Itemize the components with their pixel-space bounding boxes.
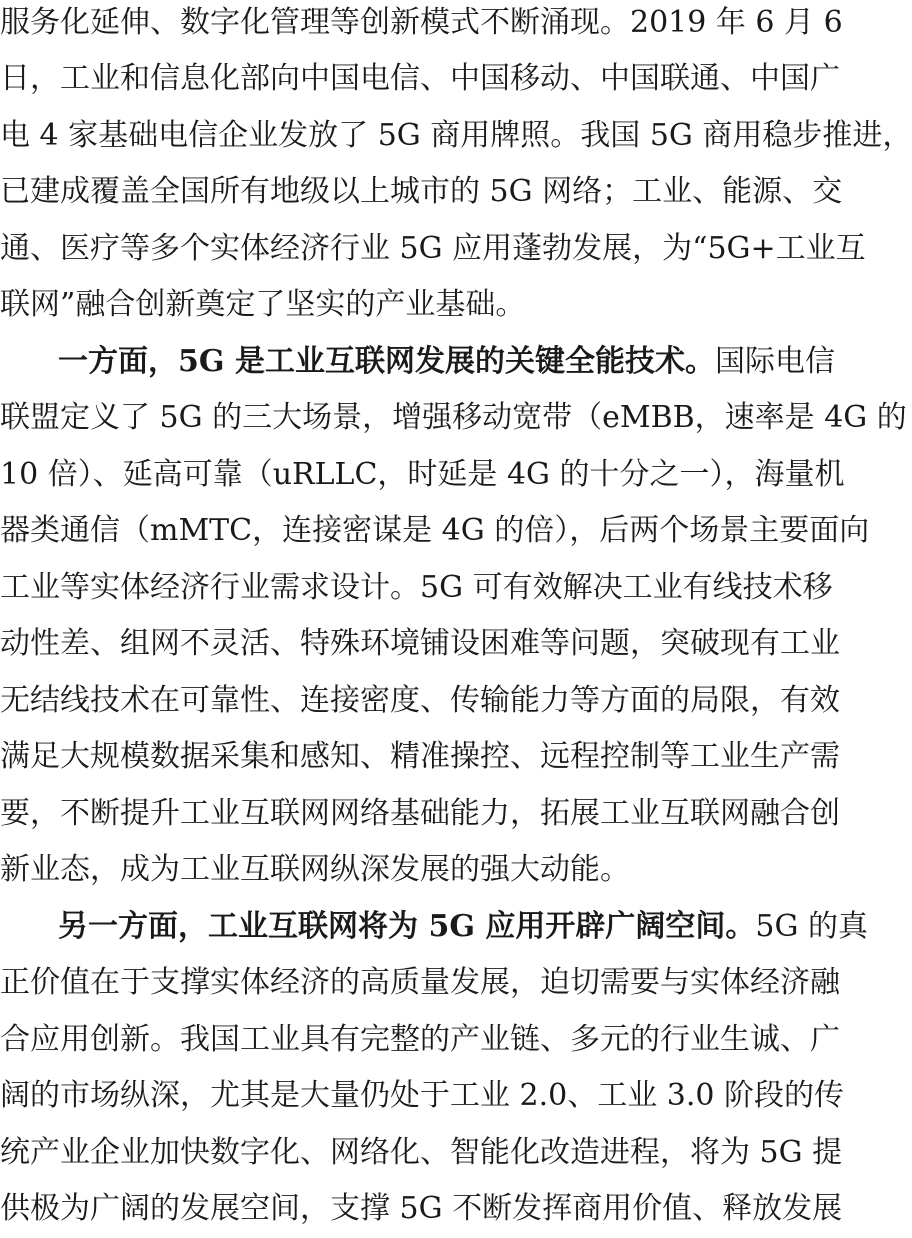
text-line: 合应用创新。我国工业具有完整的产业链、多元的行业生诚、广 [0,1022,840,1057]
text-run: 5G 的真 [755,909,868,944]
text-line: 已建成覆盖全国所有地级以上城市的 5G 网络；工业、能源、交 [0,174,843,209]
text-line: 工业等实体经济行业需求设计。5G 可有效解决工业有线技术移 [0,570,833,605]
text-line: 联盟定义了 5G 的三大场景，增强移动宽带（eMBB，速率是 4G 的 [0,400,907,435]
text-line: 服务化延伸、数字化管理等创新模式不断涌现。2019 年 6 月 6 [0,5,843,40]
text-line: 阔的市场纵深，尤其是大量仍处于工业 2.0、工业 3.0 阶段的传 [0,1078,845,1113]
text-line: 电 4 家基础电信企业发放了 5G 商用牌照。我国 5G 商用稳步推进， [0,118,912,153]
text-line: 统产业企业加快数字化、网络化、智能化改造进程，将为 5G 提 [0,1135,843,1170]
bold-heading-text: 一方面，5G 是工业互联网发展的关键全能技术。 [58,344,715,379]
text-line: 动性差、组网不灵活、特殊环境铺设困难等问题，突破现有工业 [0,626,840,661]
text-line: 联网”融合创新奠定了坚实的产业基础。 [0,287,526,322]
paragraph-lead-line [58,339,835,385]
text-line: 供极为广阔的发展空间，支撑 5G 不断发挥商用价值、释放发展 [0,1191,843,1226]
text-line: 器类通信（mMTC，连接密谋是 4G 的倍），后两个场景主要面向 [0,513,870,548]
text-line: 日，工业和信息化部向中国电信、中国移动、中国联通、中国广 [0,61,840,96]
text-line: 正价值在于支撑实体经济的高质量发展，迫切需要与实体经济融 [0,965,840,1000]
text-line: 满足大规模数据采集和感知、精准操控、远程控制等工业生产需 [0,739,840,774]
paragraph-lead-line [58,904,868,950]
bold-heading-text: 另一方面，工业互联网将为 5G 应用开辟广阔空间。 [58,909,756,944]
text-line: 无结线技术在可靠性、连接密度、传输能力等方面的局限，有效 [0,683,840,718]
text-line: 要，不断提升工业互联网网络基础能力，拓展工业互联网融合创 [0,796,840,831]
text-line: 10 倍）、延高可靠（uRLLC，时延是 4G 的十分之一），海量机 [0,457,845,492]
text-line: 新业态，成为工业互联网纵深发展的强大动能。 [0,852,630,887]
text-line: 通、医疗等多个实体经济行业 5G 应用蓬勃发展，为“5G+工业互 [0,231,866,266]
text-run: 国际电信 [714,344,835,379]
